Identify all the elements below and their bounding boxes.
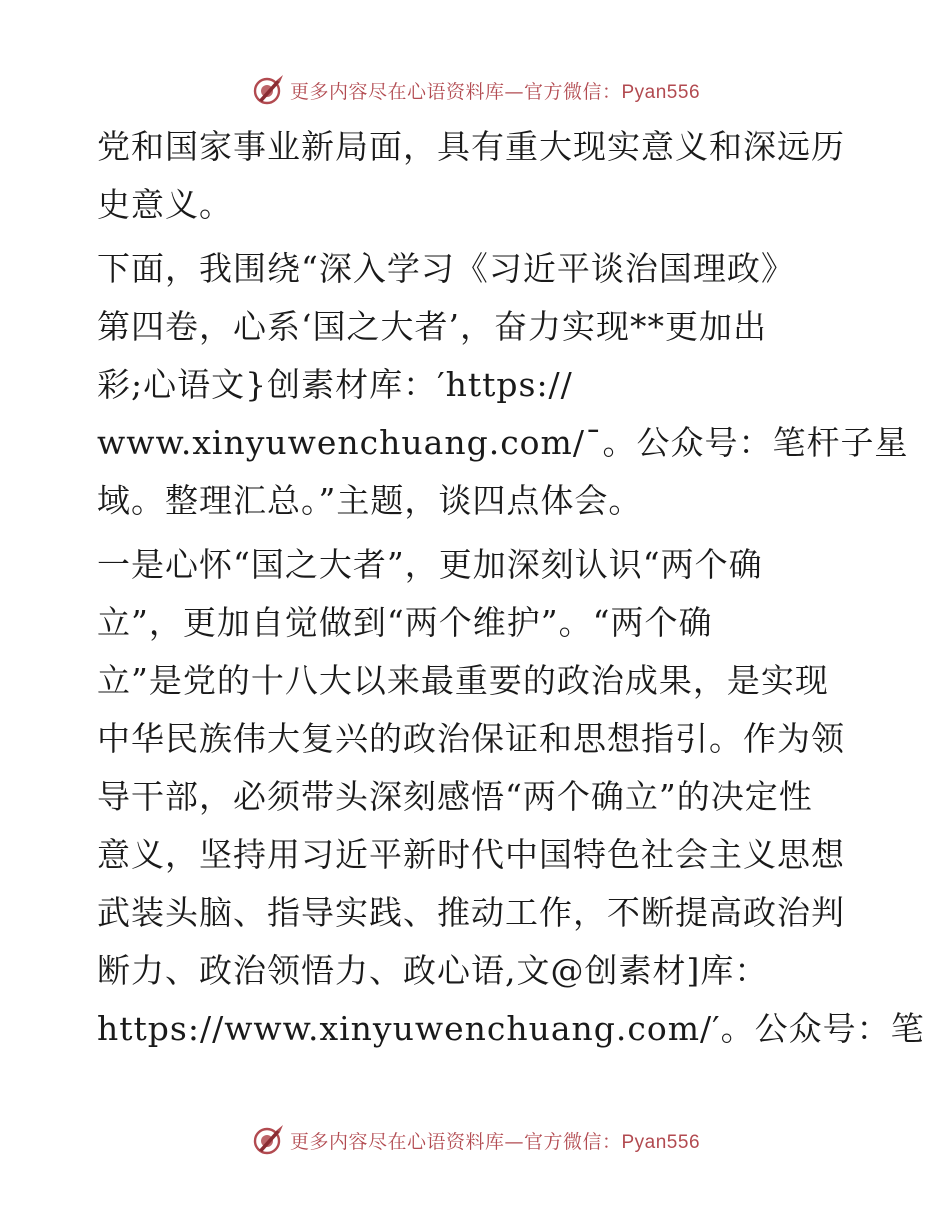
text-line: https://www.xinyuwenchuang.com/′。公众号：笔 [97,1009,925,1048]
text-line: 中华民族伟大复兴的政治保证和思想指引。作为领 [97,719,845,758]
watermark-text: 更多内容尽在心语资料库—官方微信：Pyan556 [289,1130,701,1153]
watermark-text: 更多内容尽在心语资料库—官方微信：Pyan556 [289,80,701,103]
text-line: 史意义。 [97,185,233,224]
text-line: 域。整理汇总。”主题，谈四点体会。 [97,481,643,520]
text-line: 第四卷，心系‘国之大者’，奋力实现**更加出 [97,307,767,346]
text-line: 下面，我围绕“深入学习《习近平谈治国理政》 [97,249,795,288]
text-line: 意义，坚持用习近平新时代中国特色社会主义思想 [97,835,845,874]
text-line: 立”，更加自觉做到“两个维护”。“两个确 [97,603,713,642]
quill-logo-icon [250,1123,284,1157]
text-line: 立”是党的十八大以来最重要的政治成果，是实现 [97,661,829,700]
text-line: 导干部，必须带头深刻感悟“两个确立”的决定性 [97,777,813,816]
header-watermark-banner [0,70,950,110]
paragraph [97,536,925,1058]
text-line: www.xinyuwenchuang.com/¯。公众号：笔杆子星 [97,423,909,462]
text-line: 武装头脑、指导实践、推动工作，不断提高政治判 [97,893,845,932]
quill-logo-icon [250,73,284,107]
footer-watermark-banner [0,1120,950,1160]
text-line: 党和国家事业新局面，具有重大现实意义和深远历 [97,127,845,166]
paragraph [97,118,857,234]
text-line: 一是心怀“国之大者”，更加深刻认识“两个确 [97,545,763,584]
document-body [97,118,925,1058]
text-line: 彩;心语文}创素材库：′https:// [97,365,573,404]
paragraph [97,240,909,530]
text-line: 断力、政治领悟力、政心语,文@创素材]库： [97,951,769,990]
